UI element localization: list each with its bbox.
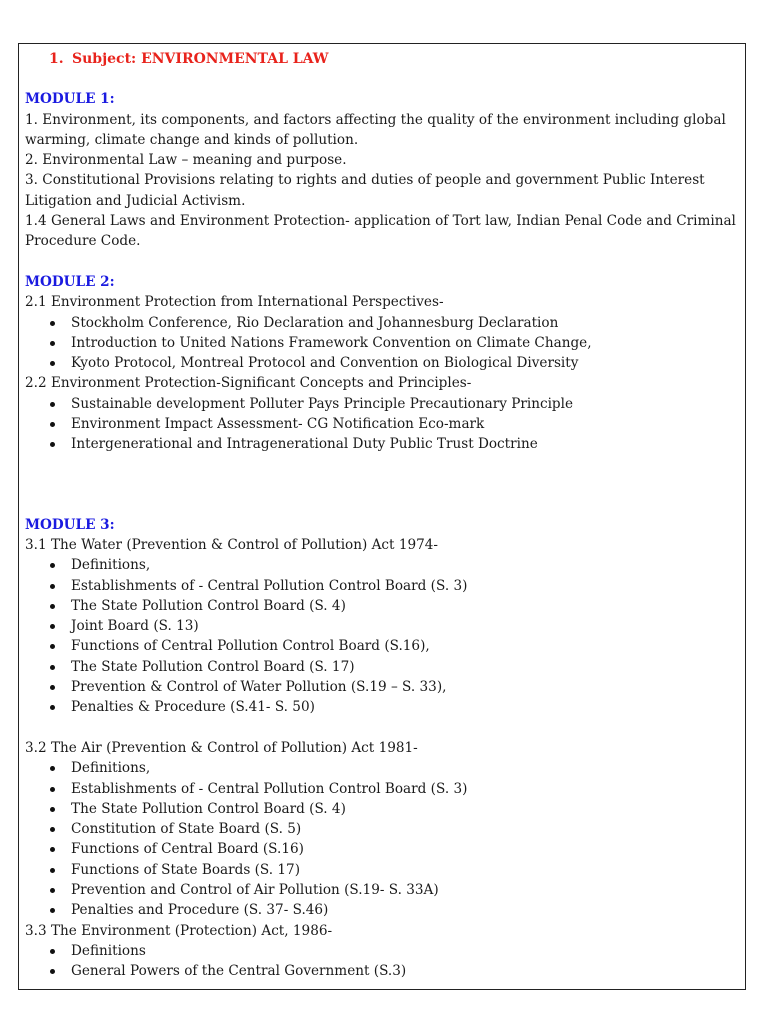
- list-item: Environment Impact Assessment- CG Notification Eco-mark: [25, 414, 740, 434]
- list-item: Functions of State Boards (S. 17): [25, 860, 740, 880]
- section-heading-3-1: 3.1 The Water (Prevention & Control of Pollution) Act 1974-: [25, 536, 439, 553]
- section-heading-2-1: 2.1 Environment Protection from International Perspectives-: [25, 294, 444, 311]
- spacer: [25, 252, 740, 272]
- list-item: Prevention & Control of Water Pollution (S.19 – S. 33),: [25, 677, 740, 697]
- subject-title: Subject: ENVIRONMENTAL LAW: [72, 51, 329, 67]
- list-item: Establishments of - Central Pollution Control Board (S. 3): [25, 576, 740, 596]
- list-item: Stockholm Conference, Rio Declaration and Johannesburg Declaration: [25, 313, 740, 333]
- text-line: Litigation and Judicial Activism.: [25, 192, 246, 209]
- module-1-item-2: [25, 150, 740, 170]
- list-item: The State Pollution Control Board (S. 17): [25, 657, 740, 677]
- subject-number: 1.: [49, 51, 64, 67]
- text-line: 1. Environment, its components, and factors affecting the quality of the environment including global: [25, 111, 726, 128]
- subject-heading: [25, 49, 740, 69]
- spacer: [25, 718, 740, 738]
- list-item: Definitions,: [25, 758, 740, 778]
- list-item: General Powers of the Central Government (S.3): [25, 961, 740, 981]
- module-1-title: MODULE 1:: [25, 91, 115, 108]
- module-1-item-3: [25, 170, 740, 211]
- list-item: Functions of Central Board (S.16): [25, 839, 740, 859]
- list-item: Intergenerational and Intragenerational Duty Public Trust Doctrine: [25, 434, 740, 454]
- list-item: Definitions: [25, 941, 740, 961]
- list-item: The State Pollution Control Board (S. 4): [25, 799, 740, 819]
- list-item: Joint Board (S. 13): [25, 616, 740, 636]
- text-line: 2. Environmental Law – meaning and purpose.: [25, 152, 347, 169]
- list-item: Definitions,: [25, 555, 740, 575]
- list-item: Establishments of - Central Pollution Control Board (S. 3): [25, 779, 740, 799]
- list-item: Penalties & Procedure (S.41- S. 50): [25, 697, 740, 717]
- list-item: Introduction to United Nations Framework Convention on Climate Change,: [25, 333, 740, 353]
- module-1-items: [25, 110, 740, 252]
- text-line: 3. Constitutional Provisions relating to rights and duties of people and government Public Interest: [25, 172, 705, 189]
- bullet-list-3-2: [25, 758, 740, 920]
- spacer: [25, 455, 740, 515]
- syllabus-content: [25, 49, 740, 981]
- list-item: Functions of Central Pollution Control Board (S.16),: [25, 636, 740, 656]
- module-2-title: MODULE 2:: [25, 273, 115, 290]
- bullet-list-2-1: [25, 313, 740, 374]
- list-item: Constitution of State Board (S. 5): [25, 819, 740, 839]
- text-line: 1.4 General Laws and Environment Protection- application of Tort law, Indian Penal Code and Criminal: [25, 213, 736, 230]
- list-item: Penalties and Procedure (S. 37- S.46): [25, 900, 740, 920]
- module-1-item-1: [25, 110, 740, 151]
- module-1-item-4: [25, 211, 740, 252]
- list-item: Prevention and Control of Air Pollution (S.19- S. 33A): [25, 880, 740, 900]
- text-line: Procedure Code.: [25, 233, 141, 250]
- text-line: warming, climate change and kinds of pollution.: [25, 131, 359, 148]
- module-3-title: MODULE 3:: [25, 516, 115, 533]
- section-heading-3-3: 3.3 The Environment (Protection) Act, 1986-: [25, 922, 333, 939]
- section-heading-3-2: 3.2 The Air (Prevention & Control of Pollution) Act 1981-: [25, 739, 418, 756]
- list-item: Kyoto Protocol, Montreal Protocol and Convention on Biological Diversity: [25, 353, 740, 373]
- bullet-list-3-1: [25, 555, 740, 717]
- list-item: Sustainable development Polluter Pays Principle Precautionary Principle: [25, 394, 740, 414]
- list-item: The State Pollution Control Board (S. 4): [25, 596, 740, 616]
- section-heading-2-2: 2.2 Environment Protection-Significant Concepts and Principles-: [25, 375, 472, 392]
- bullet-list-2-2: [25, 394, 740, 455]
- bullet-list-3-3: [25, 941, 740, 982]
